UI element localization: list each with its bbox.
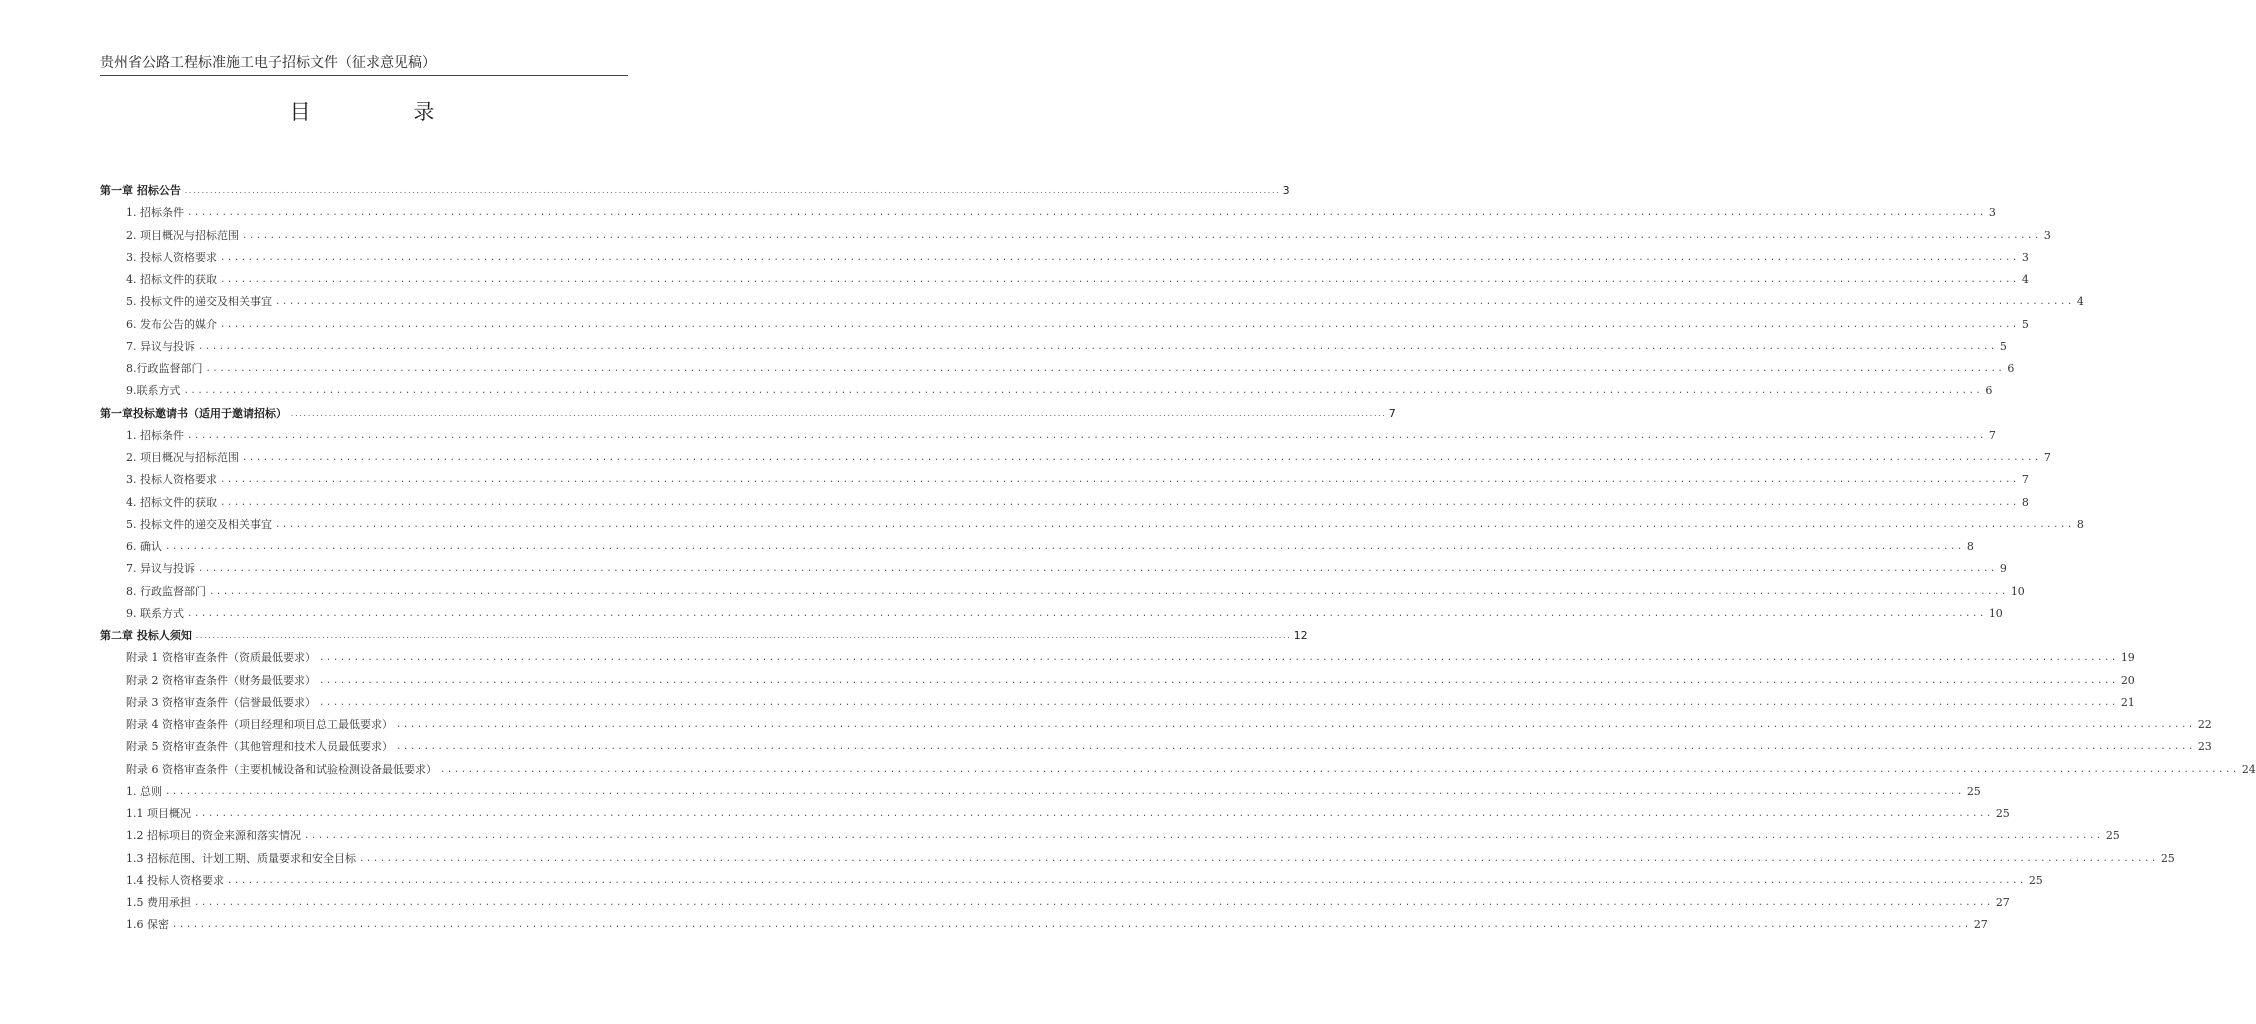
toc-entry-label: 6. 确认 — [126, 540, 162, 553]
page-title: 目 录 — [289, 100, 483, 124]
toc-leader-dots: .................................................................................................................................................................................................................................................................... — [205, 364, 2005, 374]
toc-entry — [100, 759, 2256, 781]
toc-entry-label: 附录 2 资格审查条件（财务最低要求） — [126, 673, 316, 687]
toc-page-number: 27 — [1995, 896, 2010, 909]
toc-page-number: 7 — [2043, 451, 2051, 464]
toc-chapter-entry — [100, 625, 1308, 647]
toc-entry — [100, 202, 1996, 224]
toc-entry-label: 4. 招标文件的获取 — [126, 273, 217, 286]
toc-entry-label: 第一章投标邀请书（适用于邀请招标） — [100, 406, 287, 420]
toc-page-number: 10 — [2010, 584, 2025, 598]
toc-entry — [100, 714, 2212, 736]
toc-entry-label: 4. 招标文件的获取 — [126, 495, 217, 509]
toc-page-number: 4 — [2021, 273, 2029, 286]
toc-page-number: 5 — [2021, 317, 2029, 331]
toc-leader-dots: .................................................................................................................................................................................................................................................................... — [220, 497, 2019, 508]
toc-entry-label: 第二章 投标人须知 — [100, 629, 192, 642]
toc-leader-dots: .................................................................................................................................................................................................................................................................... — [396, 720, 2195, 730]
toc-page-number: 6 — [1985, 384, 1993, 398]
toc-page-number: 4 — [2076, 295, 2084, 309]
toc-leader-dots: .................................................................................................................................................................................................................................................................... — [440, 764, 2239, 775]
toc-leader-dots: .................................................................................................................................................................................................................................................................... — [187, 208, 1986, 219]
toc-entry-label: 1.4 投标人资格要求 — [126, 873, 224, 887]
toc-leader-dots: .................................................................................................................................................................................................................................................................... — [220, 475, 2019, 486]
toc-entry-label: 1.1 项目概况 — [126, 807, 191, 820]
toc-leader-dots: .................................................................................................................................................................................................................................................................... — [275, 297, 2074, 308]
toc-page-number: 25 — [2105, 829, 2120, 843]
toc-page-number: 7 — [1388, 406, 1396, 420]
toc-entry-label: 附录 3 资格审查条件（信誉最低要求） — [126, 695, 316, 709]
toc-entry-label: 7. 异议与投诉 — [126, 339, 195, 353]
toc-entry — [100, 380, 1993, 402]
toc-page-number: 24 — [2241, 762, 2256, 776]
toc-entry-label: 3. 投标人资格要求 — [126, 473, 217, 487]
toc-leader-dots: .................................................................................................................................................................................................................................................................... — [187, 608, 1986, 619]
toc-page-number: 10 — [1988, 606, 2003, 620]
toc-page-number: 22 — [2197, 718, 2212, 731]
toc-page-number: 25 — [1995, 807, 2010, 820]
toc-page-number: 12 — [1293, 629, 1308, 642]
toc-entry — [100, 469, 2029, 491]
toc-entry-label: 2. 项目概况与招标范围 — [126, 228, 239, 242]
toc-entry-label: 5. 投标文件的递交及相关事宜 — [126, 295, 272, 309]
toc-entry — [100, 781, 1981, 803]
toc-page-number: 7 — [2021, 473, 2029, 487]
toc-entry-label: 1.5 费用承担 — [126, 896, 191, 909]
toc-entry-label: 6. 发布公告的媒介 — [126, 317, 217, 331]
toc-leader-dots: .................................................................................................................................................................................................................................................................... — [194, 632, 1291, 640]
toc-page-number: 3 — [2021, 250, 2029, 264]
toc-leader-dots: .................................................................................................................................................................................................................................................................... — [275, 519, 2074, 530]
toc-page-number: 23 — [2197, 740, 2212, 754]
toc-entry-label: 附录 6 资格审查条件（主要机械设备和试验检测设备最低要求） — [126, 762, 437, 776]
toc-entry-label: 7. 异议与投诉 — [126, 562, 195, 576]
toc-page-number: 8 — [1966, 540, 1974, 553]
toc-leader-dots: .................................................................................................................................................................................................................................................................... — [172, 920, 1971, 931]
toc-leader-dots: .................................................................................................................................................................................................................................................................... — [396, 742, 2195, 753]
toc-leader-dots: .................................................................................................................................................................................................................................................................... — [227, 875, 2026, 886]
toc-page-number: 19 — [2120, 651, 2135, 665]
toc-leader-dots: .................................................................................................................................................................................................................................................................... — [359, 853, 2158, 864]
toc-leader-dots: .................................................................................................................................................................................................................................................................... — [165, 542, 1964, 552]
toc-leader-dots: .................................................................................................................................................................................................................................................................... — [319, 653, 2118, 664]
toc-page-number: 9 — [1999, 562, 2007, 576]
toc-chapter-entry — [100, 180, 1290, 202]
toc-entry — [100, 492, 2029, 514]
toc-entry — [100, 536, 1974, 558]
toc-entry — [100, 291, 2084, 313]
toc-entry — [100, 247, 2029, 269]
document-header: 贵州省公路工程标准施工电子招标文件（征求意见稿） — [100, 52, 628, 76]
toc-page-number: 25 — [1966, 784, 1981, 798]
toc-entry — [100, 803, 2010, 825]
toc-entry — [100, 558, 2007, 580]
toc-page-number: 3 — [2043, 228, 2051, 242]
toc-leader-dots: .................................................................................................................................................................................................................................................................... — [304, 831, 2103, 842]
toc-page-number: 3 — [1282, 184, 1290, 197]
toc-page-number: 21 — [2120, 695, 2135, 709]
toc-entry-label: 1.3 招标范围、计划工期、质量要求和安全目标 — [126, 851, 356, 865]
toc-entry — [100, 736, 2212, 758]
toc-entry — [100, 848, 2175, 870]
toc-entry-label: 第一章 招标公告 — [100, 184, 181, 197]
toc-page-number: 5 — [1999, 339, 2007, 353]
toc-page-number: 6 — [2007, 362, 2015, 375]
toc-entry-label: 5. 投标文件的递交及相关事宜 — [126, 517, 272, 531]
toc-leader-dots: .................................................................................................................................................................................................................................................................... — [187, 430, 1986, 441]
toc-entry — [100, 870, 2043, 892]
toc-page-number: 27 — [1973, 918, 1988, 932]
toc-leader-dots: .................................................................................................................................................................................................................................................................... — [194, 809, 1993, 819]
toc-entry-label: 1. 总则 — [126, 784, 162, 798]
toc-entry-label: 1.2 招标项目的资金来源和落实情况 — [126, 829, 301, 843]
toc-entry — [100, 425, 1996, 447]
toc-entry-label: 1.6 保密 — [126, 918, 169, 932]
toc-leader-dots: .................................................................................................................................................................................................................................................................... — [290, 409, 1386, 418]
toc-entry-label: 附录 4 资格审查条件（项目经理和项目总工最低要求） — [126, 718, 393, 731]
toc-leader-dots: .................................................................................................................................................................................................................................................................... — [220, 252, 2019, 263]
toc-leader-dots: .................................................................................................................................................................................................................................................................... — [220, 319, 2019, 330]
toc-leader-dots: .................................................................................................................................................................................................................................................................... — [220, 275, 2019, 285]
toc-leader-dots: .................................................................................................................................................................................................................................................................... — [319, 697, 2118, 708]
toc-entry-label: 1. 招标条件 — [126, 206, 184, 220]
toc-leader-dots: .................................................................................................................................................................................................................................................................... — [194, 898, 1993, 908]
toc-entry — [100, 692, 2135, 714]
toc-entry — [100, 914, 1988, 936]
toc-entry-label: 2. 项目概况与招标范围 — [126, 451, 239, 464]
toc-entry-label: 3. 投标人资格要求 — [126, 250, 217, 264]
toc-entry — [100, 447, 2051, 469]
toc-page-number: 25 — [2160, 851, 2175, 865]
table-of-contents — [100, 180, 2256, 937]
toc-page-number: 7 — [1988, 428, 1996, 442]
toc-page-number: 20 — [2120, 673, 2135, 687]
toc-entry — [100, 670, 2135, 692]
toc-entry-label: 1. 招标条件 — [126, 428, 184, 442]
toc-entry — [100, 225, 2051, 247]
toc-entry — [100, 603, 2003, 625]
toc-leader-dots: .................................................................................................................................................................................................................................................................... — [319, 675, 2118, 686]
toc-page-number: 8 — [2021, 495, 2029, 509]
toc-page-number: 25 — [2028, 873, 2043, 887]
toc-entry — [100, 892, 2010, 914]
toc-entry-label: 附录 1 资格审查条件（资质最低要求） — [126, 651, 316, 665]
toc-entry — [100, 314, 2029, 336]
toc-chapter-entry — [100, 403, 1396, 425]
toc-leader-dots: .................................................................................................................................................................................................................................................................... — [198, 564, 1997, 575]
toc-entry — [100, 825, 2120, 847]
toc-leader-dots: .................................................................................................................................................................................................................................................................... — [165, 786, 1964, 797]
toc-entry — [100, 336, 2007, 358]
toc-leader-dots: .................................................................................................................................................................................................................................................................... — [198, 341, 1997, 352]
toc-leader-dots: .................................................................................................................................................................................................................................................................... — [209, 586, 2008, 597]
toc-entry — [100, 647, 2135, 669]
toc-page-number: 8 — [2076, 517, 2084, 531]
toc-entry — [100, 581, 2025, 603]
toc-entry-label: 9.联系方式 — [126, 384, 181, 398]
toc-leader-dots: .................................................................................................................................................................................................................................................................... — [183, 386, 1983, 397]
toc-entry-label: 8. 行政监督部门 — [126, 584, 206, 598]
toc-page-number: 3 — [1988, 206, 1996, 220]
toc-leader-dots: .................................................................................................................................................................................................................................................................... — [183, 187, 1280, 195]
toc-entry — [100, 358, 2015, 380]
toc-entry — [100, 514, 2084, 536]
toc-entry-label: 8.行政监督部门 — [126, 362, 203, 375]
toc-leader-dots: .................................................................................................................................................................................................................................................................... — [242, 230, 2041, 241]
toc-entry — [100, 269, 2029, 291]
toc-leader-dots: .................................................................................................................................................................................................................................................................... — [242, 453, 2041, 463]
toc-entry-label: 9. 联系方式 — [126, 606, 184, 620]
toc-entry-label: 附录 5 资格审查条件（其他管理和技术人员最低要求） — [126, 740, 393, 754]
